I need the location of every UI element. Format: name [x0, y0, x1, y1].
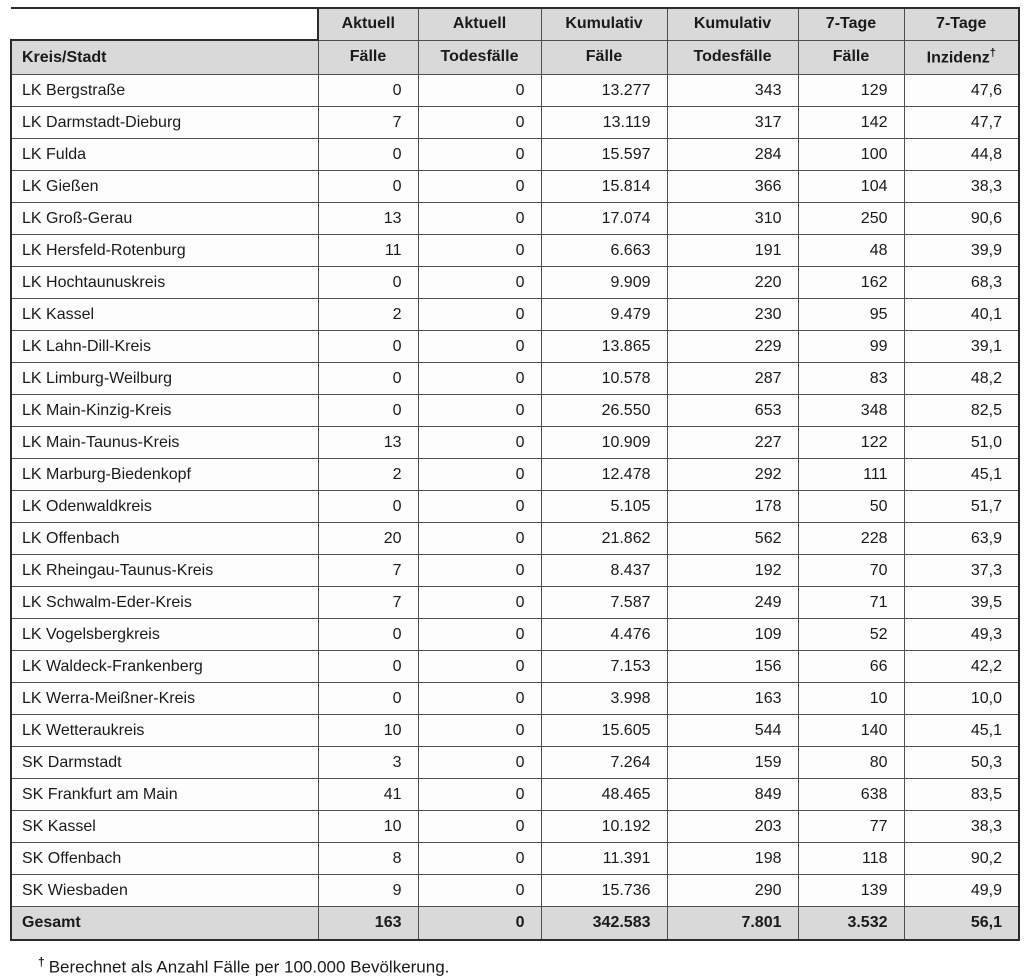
- value-cell: 38,3: [904, 171, 1019, 203]
- footnote: [38, 955, 1024, 978]
- value-cell: 13.865: [541, 331, 667, 363]
- district-name-cell: LK Limburg-Weilburg: [11, 363, 318, 395]
- district-name-cell: LK Lahn-Dill-Kreis: [11, 331, 318, 363]
- value-cell: 90,2: [904, 843, 1019, 875]
- value-cell: 7: [318, 107, 418, 139]
- table-row: [11, 491, 1019, 523]
- table-row: [11, 363, 1019, 395]
- column-group-kumulativ-todesfaelle: Kumulativ: [667, 8, 798, 40]
- header-group-row: [11, 8, 1019, 40]
- value-cell: 10: [318, 811, 418, 843]
- value-cell: 178: [667, 491, 798, 523]
- value-cell: 40,1: [904, 299, 1019, 331]
- table-row: [11, 235, 1019, 267]
- value-cell: 63,9: [904, 523, 1019, 555]
- value-cell: 0: [418, 363, 541, 395]
- table-row: [11, 651, 1019, 683]
- column-group-aktuell-todesfaelle: Aktuell: [418, 8, 541, 40]
- value-cell: 562: [667, 523, 798, 555]
- value-cell: 343: [667, 75, 798, 107]
- value-cell: 95: [798, 299, 904, 331]
- value-cell: 3.998: [541, 683, 667, 715]
- value-cell: 0: [418, 747, 541, 779]
- table-row: [11, 299, 1019, 331]
- district-name-cell: SK Frankfurt am Main: [11, 779, 318, 811]
- column-group-7tage-faelle: 7-Tage: [798, 8, 904, 40]
- value-cell: 287: [667, 363, 798, 395]
- district-name-cell: LK Odenwaldkreis: [11, 491, 318, 523]
- value-cell: 0: [418, 587, 541, 619]
- value-cell: 11: [318, 235, 418, 267]
- table-row: [11, 171, 1019, 203]
- table-row: [11, 619, 1019, 651]
- table-header: [11, 8, 1019, 75]
- value-cell: 20: [318, 523, 418, 555]
- value-cell: 15.605: [541, 715, 667, 747]
- district-name-cell: LK Hochtaunuskreis: [11, 267, 318, 299]
- value-cell: 0: [318, 619, 418, 651]
- value-cell: 70: [798, 555, 904, 587]
- value-cell: 26.550: [541, 395, 667, 427]
- value-cell: 39,9: [904, 235, 1019, 267]
- value-cell: 0: [418, 523, 541, 555]
- value-cell: 66: [798, 651, 904, 683]
- footnote-text: Berechnet als Anzahl Fälle per 100.000 Bevölkerung.: [48, 957, 450, 977]
- value-cell: 80: [798, 747, 904, 779]
- district-name-cell: SK Darmstadt: [11, 747, 318, 779]
- footnote-dagger-symbol: †: [38, 955, 45, 969]
- value-cell: 0: [318, 139, 418, 171]
- district-name-cell: LK Vogelsbergkreis: [11, 619, 318, 651]
- value-cell: 90,6: [904, 203, 1019, 235]
- value-cell: 15.597: [541, 139, 667, 171]
- value-cell: 17.074: [541, 203, 667, 235]
- value-cell: 7.801: [667, 907, 798, 941]
- value-cell: 2: [318, 299, 418, 331]
- value-cell: 0: [318, 651, 418, 683]
- value-cell: 0: [418, 683, 541, 715]
- district-name-cell: LK Offenbach: [11, 523, 318, 555]
- table-row: [11, 715, 1019, 747]
- value-cell: 122: [798, 427, 904, 459]
- district-name-cell: LK Rheingau-Taunus-Kreis: [11, 555, 318, 587]
- value-cell: 7.264: [541, 747, 667, 779]
- value-cell: 7: [318, 555, 418, 587]
- value-cell: 8: [318, 843, 418, 875]
- value-cell: 0: [418, 651, 541, 683]
- value-cell: 12.478: [541, 459, 667, 491]
- value-cell: 5.105: [541, 491, 667, 523]
- value-cell: 0: [318, 75, 418, 107]
- value-cell: 7.587: [541, 587, 667, 619]
- value-cell: 0: [418, 875, 541, 907]
- value-cell: 44,8: [904, 139, 1019, 171]
- covid-district-table: [10, 7, 1020, 941]
- district-name-cell: LK Fulda: [11, 139, 318, 171]
- value-cell: 10: [798, 683, 904, 715]
- value-cell: 10.909: [541, 427, 667, 459]
- table-row: [11, 331, 1019, 363]
- value-cell: 45,1: [904, 715, 1019, 747]
- table-row: [11, 427, 1019, 459]
- column-header-7tage-faelle: Fälle: [798, 40, 904, 75]
- district-name-cell: LK Schwalm-Eder-Kreis: [11, 587, 318, 619]
- district-name-cell: LK Main-Kinzig-Kreis: [11, 395, 318, 427]
- value-cell: 163: [667, 683, 798, 715]
- value-cell: 11.391: [541, 843, 667, 875]
- table-row: [11, 587, 1019, 619]
- value-cell: 7.153: [541, 651, 667, 683]
- value-cell: 10,0: [904, 683, 1019, 715]
- value-cell: 48,2: [904, 363, 1019, 395]
- value-cell: 0: [418, 299, 541, 331]
- value-cell: 0: [418, 715, 541, 747]
- table-row: [11, 523, 1019, 555]
- value-cell: 0: [418, 779, 541, 811]
- value-cell: 51,0: [904, 427, 1019, 459]
- value-cell: 3: [318, 747, 418, 779]
- header-label-row: [11, 40, 1019, 75]
- district-name-cell: LK Groß-Gerau: [11, 203, 318, 235]
- value-cell: 9.479: [541, 299, 667, 331]
- value-cell: 0: [418, 395, 541, 427]
- value-cell: 129: [798, 75, 904, 107]
- district-name-cell: LK Werra-Meißner-Kreis: [11, 683, 318, 715]
- district-name-cell: LK Waldeck-Frankenberg: [11, 651, 318, 683]
- value-cell: 2: [318, 459, 418, 491]
- value-cell: 348: [798, 395, 904, 427]
- table-row: [11, 203, 1019, 235]
- value-cell: 292: [667, 459, 798, 491]
- value-cell: 228: [798, 523, 904, 555]
- district-name-cell: LK Main-Taunus-Kreis: [11, 427, 318, 459]
- value-cell: 48.465: [541, 779, 667, 811]
- total-label-cell: Gesamt: [11, 907, 318, 941]
- value-cell: 0: [418, 171, 541, 203]
- value-cell: 6.663: [541, 235, 667, 267]
- value-cell: 0: [318, 267, 418, 299]
- value-cell: 0: [418, 907, 541, 941]
- column-group-kumulativ-faelle: Kumulativ: [541, 8, 667, 40]
- value-cell: 0: [418, 75, 541, 107]
- value-cell: 45,1: [904, 459, 1019, 491]
- table-row: [11, 107, 1019, 139]
- value-cell: 220: [667, 267, 798, 299]
- value-cell: 0: [418, 107, 541, 139]
- value-cell: 0: [318, 491, 418, 523]
- value-cell: 111: [798, 459, 904, 491]
- column-group-7tage-inzidenz: 7-Tage: [904, 8, 1019, 40]
- value-cell: 37,3: [904, 555, 1019, 587]
- value-cell: 3.532: [798, 907, 904, 941]
- value-cell: 0: [318, 171, 418, 203]
- value-cell: 68,3: [904, 267, 1019, 299]
- header-spacer: [11, 8, 318, 40]
- value-cell: 162: [798, 267, 904, 299]
- value-cell: 653: [667, 395, 798, 427]
- value-cell: 51,7: [904, 491, 1019, 523]
- column-header-aktuell-faelle: Fälle: [318, 40, 418, 75]
- total-row: [11, 907, 1019, 941]
- table-row: [11, 747, 1019, 779]
- value-cell: 42,2: [904, 651, 1019, 683]
- table-row: [11, 875, 1019, 907]
- value-cell: 10.578: [541, 363, 667, 395]
- value-cell: 99: [798, 331, 904, 363]
- value-cell: 191: [667, 235, 798, 267]
- value-cell: 227: [667, 427, 798, 459]
- value-cell: 13.119: [541, 107, 667, 139]
- value-cell: 77: [798, 811, 904, 843]
- value-cell: 39,5: [904, 587, 1019, 619]
- value-cell: 41: [318, 779, 418, 811]
- value-cell: 10.192: [541, 811, 667, 843]
- value-cell: 342.583: [541, 907, 667, 941]
- value-cell: 8.437: [541, 555, 667, 587]
- table-body: [11, 75, 1019, 941]
- table-row: [11, 139, 1019, 171]
- district-name-cell: LK Marburg-Biedenkopf: [11, 459, 318, 491]
- value-cell: 0: [418, 555, 541, 587]
- value-cell: 47,6: [904, 75, 1019, 107]
- value-cell: 47,7: [904, 107, 1019, 139]
- value-cell: 0: [418, 267, 541, 299]
- dagger-superscript: †: [989, 47, 996, 60]
- value-cell: 192: [667, 555, 798, 587]
- value-cell: 139: [798, 875, 904, 907]
- table-row: [11, 395, 1019, 427]
- value-cell: 71: [798, 587, 904, 619]
- district-name-cell: SK Wiesbaden: [11, 875, 318, 907]
- value-cell: 159: [667, 747, 798, 779]
- value-cell: 0: [318, 683, 418, 715]
- value-cell: 38,3: [904, 811, 1019, 843]
- value-cell: 13: [318, 427, 418, 459]
- column-header-aktuell-todesfaelle: Todesfälle: [418, 40, 541, 75]
- value-cell: 317: [667, 107, 798, 139]
- value-cell: 56,1: [904, 907, 1019, 941]
- value-cell: 638: [798, 779, 904, 811]
- table-row: [11, 811, 1019, 843]
- value-cell: 0: [318, 395, 418, 427]
- value-cell: 50: [798, 491, 904, 523]
- table-row: [11, 75, 1019, 107]
- value-cell: 13.277: [541, 75, 667, 107]
- value-cell: 15.814: [541, 171, 667, 203]
- value-cell: 203: [667, 811, 798, 843]
- value-cell: 0: [318, 363, 418, 395]
- value-cell: 156: [667, 651, 798, 683]
- inzidenz-label: Inzidenz: [926, 49, 990, 67]
- value-cell: 0: [418, 843, 541, 875]
- column-header-kumulativ-faelle: Fälle: [541, 40, 667, 75]
- column-group-aktuell-faelle: Aktuell: [318, 8, 418, 40]
- value-cell: 50,3: [904, 747, 1019, 779]
- value-cell: 163: [318, 907, 418, 941]
- value-cell: 0: [418, 811, 541, 843]
- value-cell: 0: [418, 491, 541, 523]
- value-cell: 49,3: [904, 619, 1019, 651]
- value-cell: 0: [418, 331, 541, 363]
- district-name-cell: LK Bergstraße: [11, 75, 318, 107]
- table-row: [11, 459, 1019, 491]
- value-cell: 544: [667, 715, 798, 747]
- value-cell: 10: [318, 715, 418, 747]
- table-row: [11, 555, 1019, 587]
- value-cell: 48: [798, 235, 904, 267]
- value-cell: 0: [318, 331, 418, 363]
- value-cell: 9.909: [541, 267, 667, 299]
- district-name-cell: SK Offenbach: [11, 843, 318, 875]
- table-row: [11, 843, 1019, 875]
- column-header-inzidenz: [904, 40, 1019, 75]
- value-cell: 249: [667, 587, 798, 619]
- district-name-cell: LK Gießen: [11, 171, 318, 203]
- value-cell: 7: [318, 587, 418, 619]
- value-cell: 52: [798, 619, 904, 651]
- value-cell: 104: [798, 171, 904, 203]
- value-cell: 849: [667, 779, 798, 811]
- table-row: [11, 267, 1019, 299]
- value-cell: 230: [667, 299, 798, 331]
- value-cell: 83,5: [904, 779, 1019, 811]
- value-cell: 15.736: [541, 875, 667, 907]
- value-cell: 83: [798, 363, 904, 395]
- value-cell: 118: [798, 843, 904, 875]
- value-cell: 290: [667, 875, 798, 907]
- value-cell: 310: [667, 203, 798, 235]
- value-cell: 49,9: [904, 875, 1019, 907]
- value-cell: 229: [667, 331, 798, 363]
- value-cell: 13: [318, 203, 418, 235]
- value-cell: 100: [798, 139, 904, 171]
- district-name-cell: LK Hersfeld-Rotenburg: [11, 235, 318, 267]
- value-cell: 250: [798, 203, 904, 235]
- value-cell: 284: [667, 139, 798, 171]
- district-name-cell: LK Wetteraukreis: [11, 715, 318, 747]
- value-cell: 9: [318, 875, 418, 907]
- value-cell: 0: [418, 203, 541, 235]
- value-cell: 0: [418, 139, 541, 171]
- value-cell: 0: [418, 427, 541, 459]
- value-cell: 39,1: [904, 331, 1019, 363]
- value-cell: 4.476: [541, 619, 667, 651]
- district-name-cell: LK Darmstadt-Dieburg: [11, 107, 318, 139]
- value-cell: 109: [667, 619, 798, 651]
- value-cell: 21.862: [541, 523, 667, 555]
- column-header-kumulativ-todesfaelle: Todesfälle: [667, 40, 798, 75]
- value-cell: 198: [667, 843, 798, 875]
- district-name-cell: SK Kassel: [11, 811, 318, 843]
- value-cell: 0: [418, 619, 541, 651]
- value-cell: 82,5: [904, 395, 1019, 427]
- value-cell: 366: [667, 171, 798, 203]
- value-cell: 0: [418, 235, 541, 267]
- district-name-cell: LK Kassel: [11, 299, 318, 331]
- value-cell: 142: [798, 107, 904, 139]
- value-cell: 0: [418, 459, 541, 491]
- value-cell: 140: [798, 715, 904, 747]
- table-row: [11, 779, 1019, 811]
- table-row: [11, 683, 1019, 715]
- kreis-stadt-header: Kreis/Stadt: [11, 40, 318, 75]
